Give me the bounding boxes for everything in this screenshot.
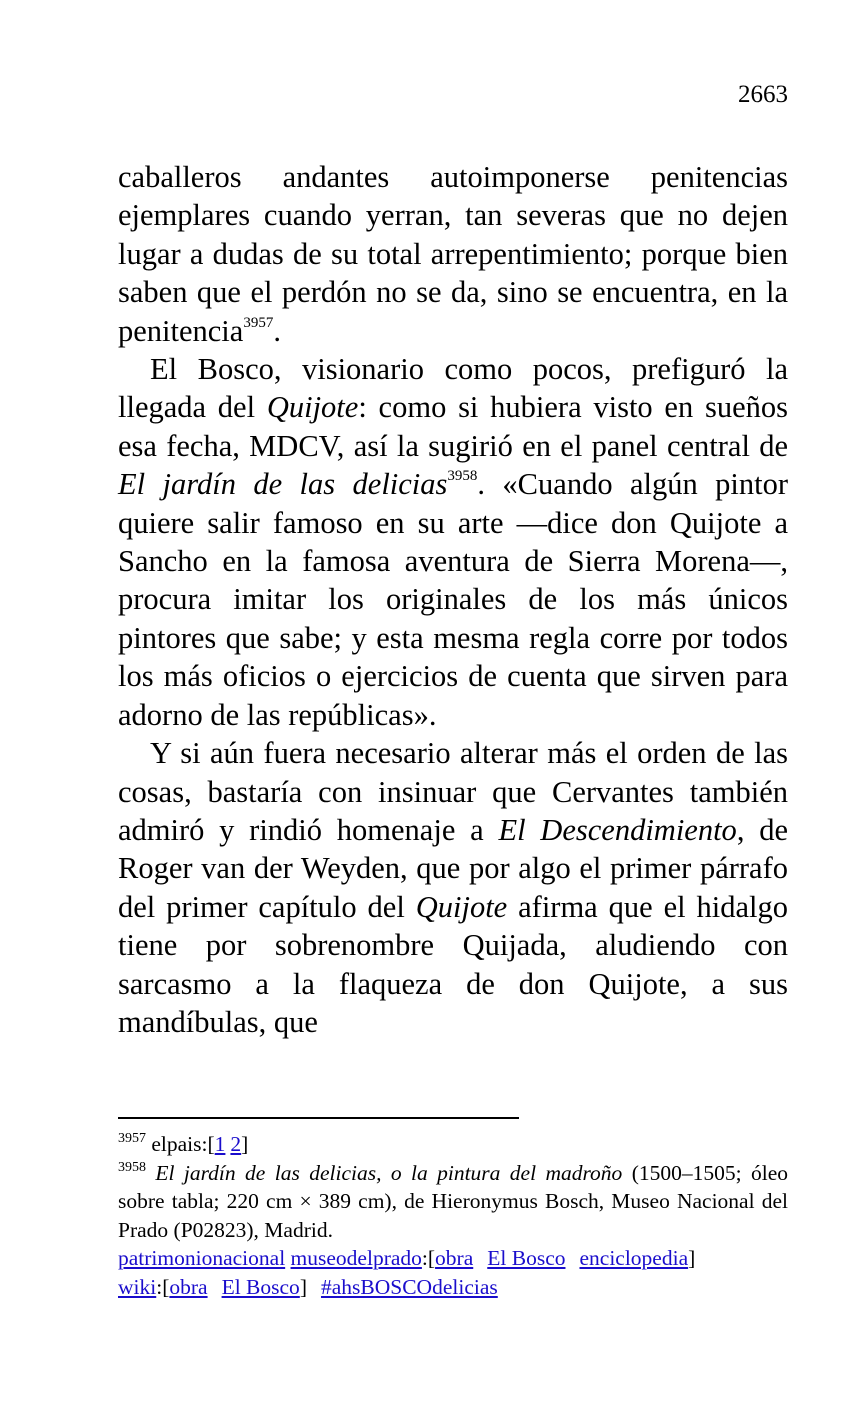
paragraph-1: caballeros andantes autoimponerse penitencias ejemplares cuando yerran, tan severas que no dejen lugar a dudas de su total arrepentimiento; porque bien saben que el perdón no se da, sino se encuentra, en la penitencia$^{3957}$. xyxy=(118,160,788,348)
elpais-link-1[interactable]: 1 xyxy=(214,1132,226,1156)
footnote-3958: $^{3958}$ El jardín de las delicias, o la pintura del madroño (1500–1505; óleo sobre tabla; 220 cm × 389 cm), de Hieronymus Bosch, Museo Nacional del Prado (P02823), Madrid. xyxy=(118,1159,788,1242)
wiki-link[interactable]: wiki xyxy=(118,1274,157,1299)
footnotes xyxy=(118,1130,788,1301)
prado-el-bosco-link[interactable]: El Bosco xyxy=(487,1246,566,1270)
paragraph-2: El Bosco, visionario como pocos, prefiguró la llegada del Quijote: como si hubiera visto en sueños esa fecha, MDCV, así la sugirió en el panel central de El jardín de las delicias$^{3958}$. «Cuando algún pintor quiere salir famoso en su arte —dice don Quijote a Sancho en la famosa aventura de Sierra Morena—, procura imitar los originales de los más únicos pintores que sabe; y esta mesma regla corre por todos los más oficios o ejercicios de cuenta que sirven para adorno de las repúblicas». xyxy=(118,352,788,732)
prado-enciclopedia-link[interactable]: enciclopedia xyxy=(579,1246,689,1270)
museodelprado-link[interactable]: museodelprado xyxy=(290,1246,422,1270)
footnote-ref-3958[interactable]: 3958 xyxy=(447,468,478,485)
footnote-3957: $^{3957}$ elpais:[1 2] xyxy=(118,1131,249,1156)
footnote-3958-links: patrimonionacional museodelprado:[obra El Bosco enciclopedia] wiki:[obra El Bosco] #ahsBOSCOdelicias xyxy=(118,1246,696,1299)
wiki-el-bosco-link[interactable]: El Bosco xyxy=(221,1274,300,1299)
footnote-divider xyxy=(118,1117,519,1119)
footnote-ref-3957[interactable]: 3957 xyxy=(243,314,274,331)
patrimonionacional-link[interactable]: patrimonionacional xyxy=(118,1246,286,1270)
wiki-obra-link[interactable]: obra xyxy=(169,1274,208,1299)
body-text xyxy=(118,158,788,1041)
elpais-link-2[interactable]: 2 xyxy=(230,1132,242,1156)
hashtag-ahsboscodelicias-link[interactable]: #ahsBOSCOdelicias xyxy=(320,1274,498,1299)
page-number: 2663 xyxy=(738,81,788,108)
prado-obra-link[interactable]: obra xyxy=(435,1246,474,1270)
paragraph-3: Y si aún fuera necesario alterar más el orden de las cosas, bastaría con insinuar que Cervantes también admiró y rindió homenaje a El Descendimiento, de Roger van der Weyden, que por algo el primer párrafo del primer capítulo del Quijote afirma que el hidalgo tiene por sobrenombre Quijada, aludiendo con sarcasmo a la flaqueza de don Quijote, a sus mandíbulas, que xyxy=(118,736,788,1039)
